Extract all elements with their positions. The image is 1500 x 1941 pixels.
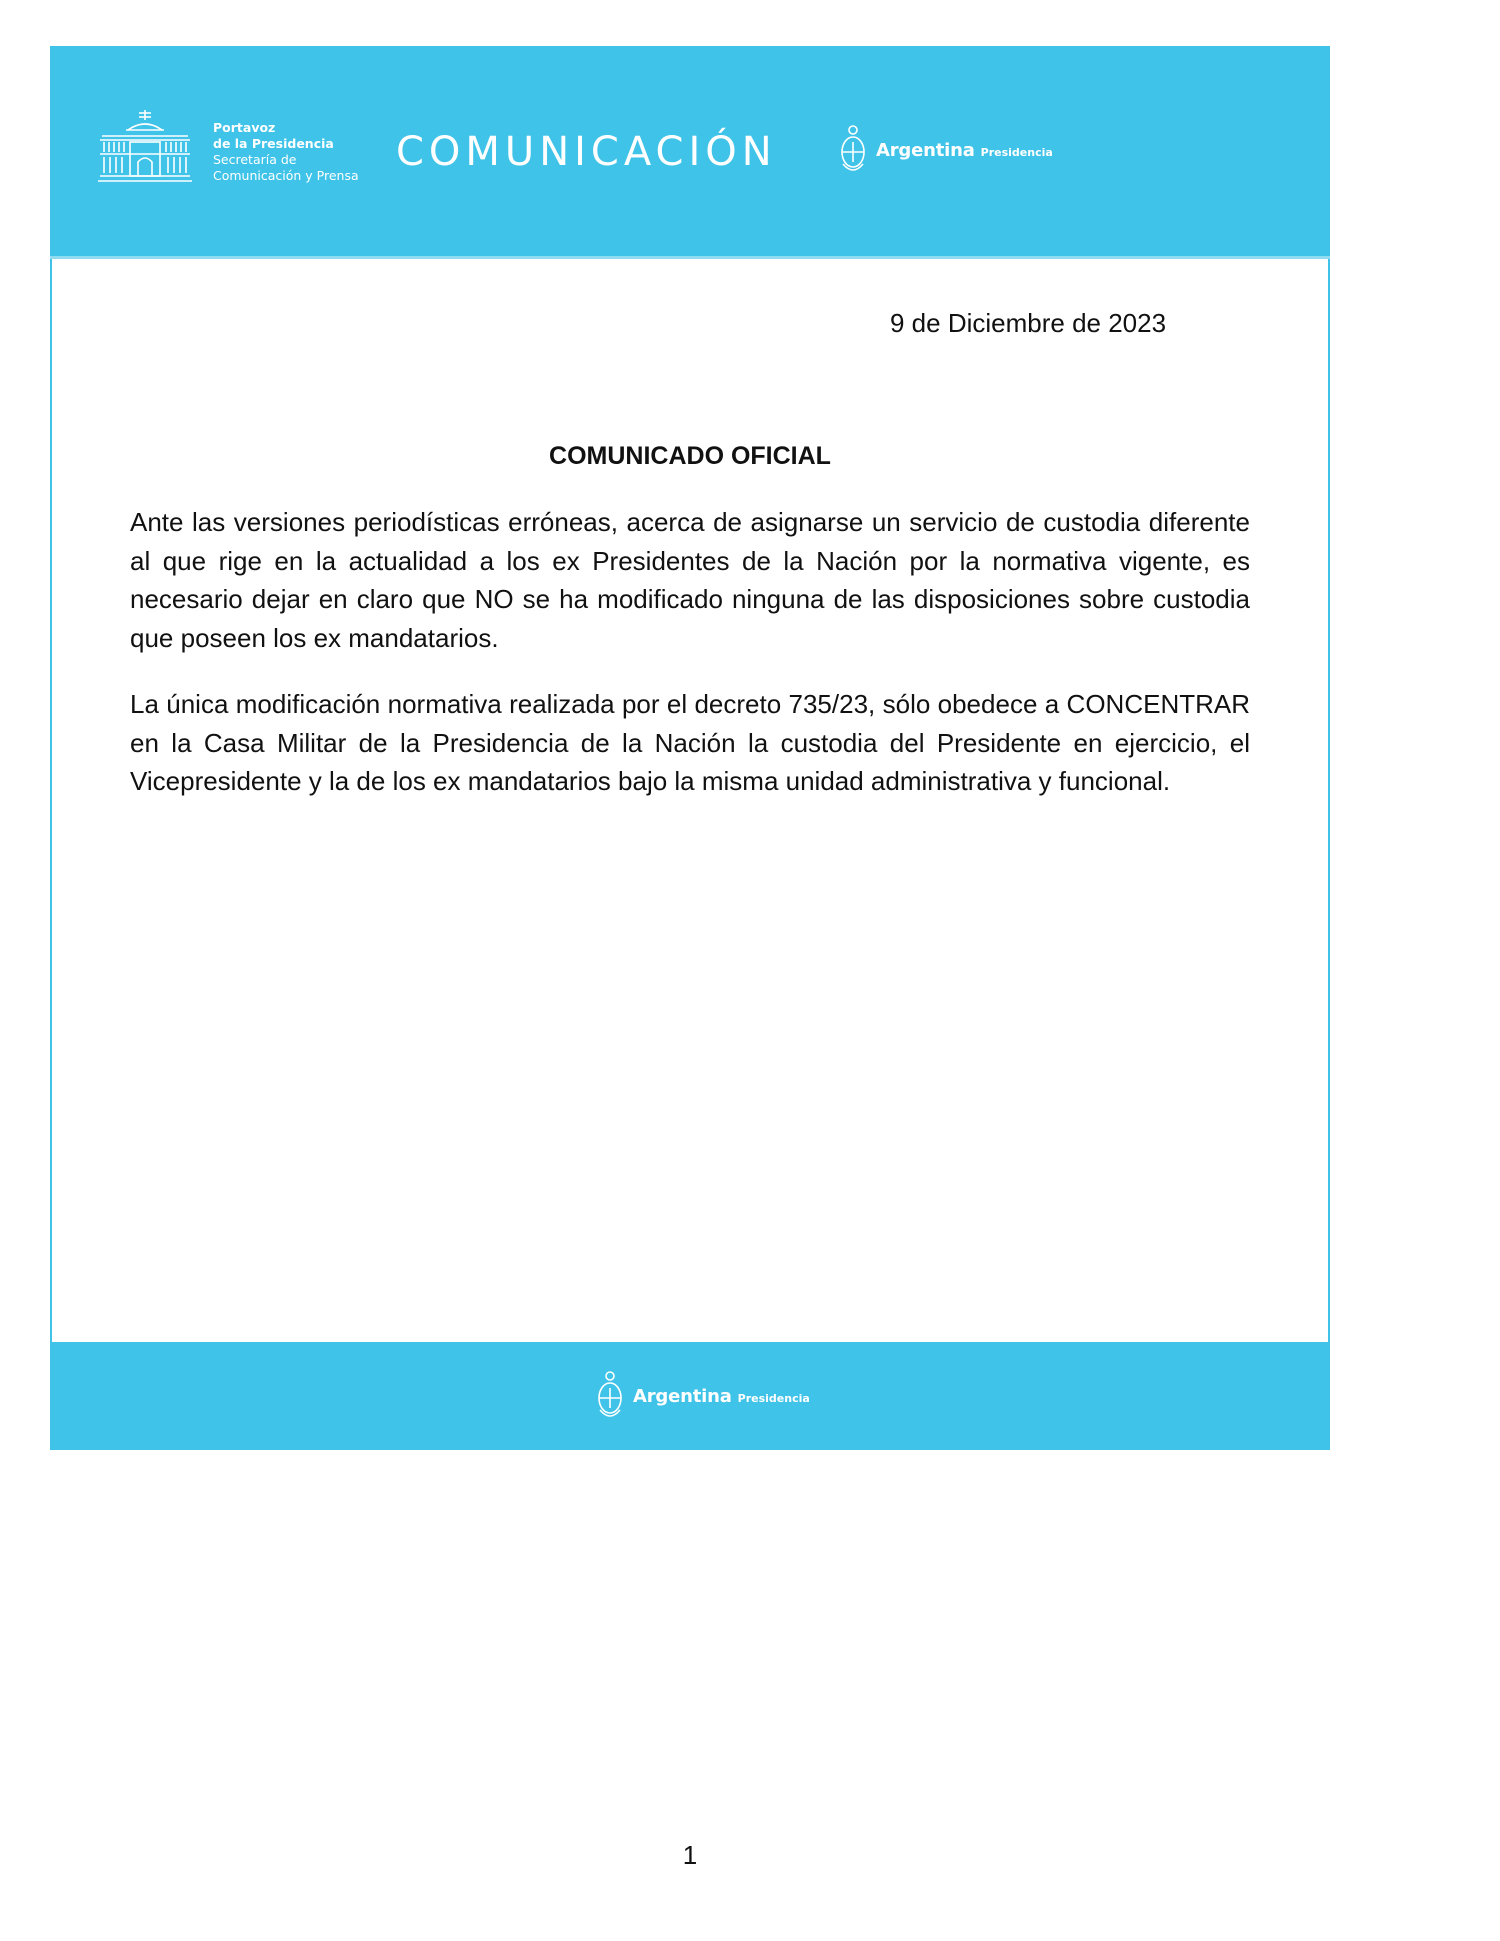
secretaria-line-2: Comunicación y Prensa	[213, 168, 359, 183]
footer-argentina-presidencia-logo	[595, 1370, 810, 1422]
national-coat-of-arms-icon	[838, 124, 868, 176]
document-date: 9 de Diciembre de 2023	[890, 308, 1167, 338]
argentina-presidencia-logo	[838, 124, 1053, 176]
portavoz-logo-text	[213, 120, 359, 184]
portavoz-line-2: de la Presidencia	[213, 136, 334, 151]
header-title: COMUNICACIÓN	[396, 129, 777, 175]
portavoz-line-1: Portavoz	[213, 120, 276, 135]
casa-rosada-building-icon	[98, 110, 192, 184]
body-paragraph: La única modificación normativa realizada por el decreto 735/23, sólo obedece a CONCENTRAR en la Casa Militar de la Presidencia de la Nación la custodia del Presidente en ejercicio, el Vicepresidente y la de los ex mandatarios bajo la misma unidad administrativa y funcional.	[130, 689, 1250, 796]
national-coat-of-arms-icon	[595, 1370, 625, 1422]
body-paragraph: Ante las versiones periodísticas erróneas, acerca de asignarse un servicio de custodia diferente al que rige en la actualidad a los ex Presidentes de la Nación por la normativa vigente, es necesario dejar en claro que NO se ha modificado ninguna de las disposiciones sobre custodia que poseen los ex mandatarios.	[130, 507, 1250, 653]
document-heading: COMUNICADO OFICIAL	[549, 442, 831, 470]
argentina-logo-word: Argentina	[876, 139, 975, 161]
footer-logo-sub: Presidencia	[737, 1392, 810, 1405]
header-divider	[50, 256, 1330, 259]
footer-logo-word: Argentina	[633, 1385, 732, 1407]
secretaria-line-1: Secretaría de	[213, 152, 297, 167]
page-number: 1	[682, 1840, 698, 1870]
argentina-logo-sub: Presidencia	[980, 146, 1053, 159]
